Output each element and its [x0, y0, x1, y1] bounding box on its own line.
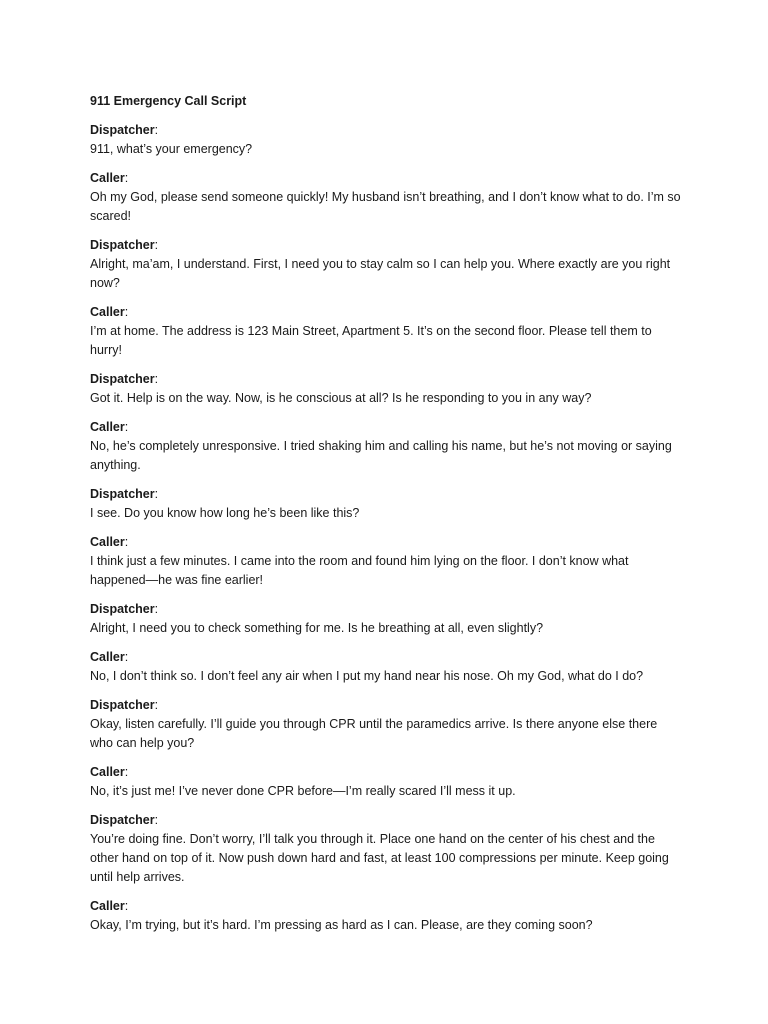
dialogue-turn	[90, 418, 682, 475]
dialogue-text: I see. Do you know how long he’s been like this?	[90, 506, 360, 520]
dialogue-turn	[90, 485, 682, 523]
dialogue-turn	[90, 600, 682, 638]
dialogue-text: Alright, ma’am, I understand. First, I need you to stay calm so I can help you. Where exactly are you right now?	[90, 257, 671, 290]
dialogue-turn	[90, 533, 682, 590]
speaker-label: Dispatcher:	[90, 372, 159, 386]
speaker-label: Caller:	[90, 650, 129, 664]
dialogue-turn	[90, 648, 682, 686]
dialogue-turn	[90, 370, 682, 408]
speaker-label: Caller:	[90, 535, 129, 549]
dialogue-text: No, he’s completely unresponsive. I tried shaking him and calling his name, but he’s not moving or saying anything.	[90, 439, 672, 472]
speaker-label: Dispatcher:	[90, 813, 159, 827]
speaker-label: Dispatcher:	[90, 238, 159, 252]
speaker-label: Caller:	[90, 171, 129, 185]
speaker-label: Caller:	[90, 305, 129, 319]
speaker-label: Dispatcher:	[90, 602, 159, 616]
speaker-label: Dispatcher:	[90, 698, 159, 712]
speaker-label: Dispatcher:	[90, 487, 159, 501]
dialogue-text: Alright, I need you to check something for me. Is he breathing at all, even slightly?	[90, 621, 544, 635]
dialogue-text: I’m at home. The address is 123 Main Street, Apartment 5. It’s on the second floor. Please tell them to hurry!	[90, 324, 652, 357]
dialogue-text: 911, what’s your emergency?	[90, 142, 253, 156]
dialogue-turn	[90, 763, 682, 801]
speaker-label: Caller:	[90, 765, 129, 779]
dialogue-text: No, I don’t think so. I don’t feel any air when I put my hand near his nose. Oh my God, what do I do?	[90, 669, 644, 683]
dialogue-turn	[90, 303, 682, 360]
dialogue-turn	[90, 169, 682, 226]
dialogue-text: Okay, listen carefully. I’ll guide you through CPR until the paramedics arrive. Is there anyone else there who can help you?	[90, 717, 658, 750]
speaker-label: Caller:	[90, 899, 129, 913]
dialogue-text: Got it. Help is on the way. Now, is he conscious at all? Is he responding to you in any way?	[90, 391, 592, 405]
dialogue-text: Oh my God, please send someone quickly! My husband isn’t breathing, and I don’t know what to do. I’m so scared!	[90, 190, 681, 223]
document-title: 911 Emergency Call Script	[90, 94, 247, 108]
speaker-label: Caller:	[90, 420, 129, 434]
dialogue-turn	[90, 236, 682, 293]
dialogue-text: No, it’s just me! I’ve never done CPR before—I’m really scared I’ll mess it up.	[90, 784, 516, 798]
dialogue-turn	[90, 897, 682, 935]
dialogue-turn	[90, 696, 682, 753]
dialogue-text: I think just a few minutes. I came into the room and found him lying on the floor. I don’t know what happened—he was fine earlier!	[90, 554, 629, 587]
dialogue-turn	[90, 121, 682, 159]
dialogue-turn	[90, 811, 682, 887]
document-page	[90, 92, 682, 945]
dialogue-text: Okay, I’m trying, but it’s hard. I’m pressing as hard as I can. Please, are they coming soon?	[90, 918, 593, 932]
dialogue-text: You’re doing fine. Don’t worry, I’ll talk you through it. Place one hand on the center of his chest and the other hand on top of it. Now push down hard and fast, at least 100 compressions per minute. Keep going until help arrives.	[90, 832, 669, 884]
speaker-label: Dispatcher:	[90, 123, 159, 137]
